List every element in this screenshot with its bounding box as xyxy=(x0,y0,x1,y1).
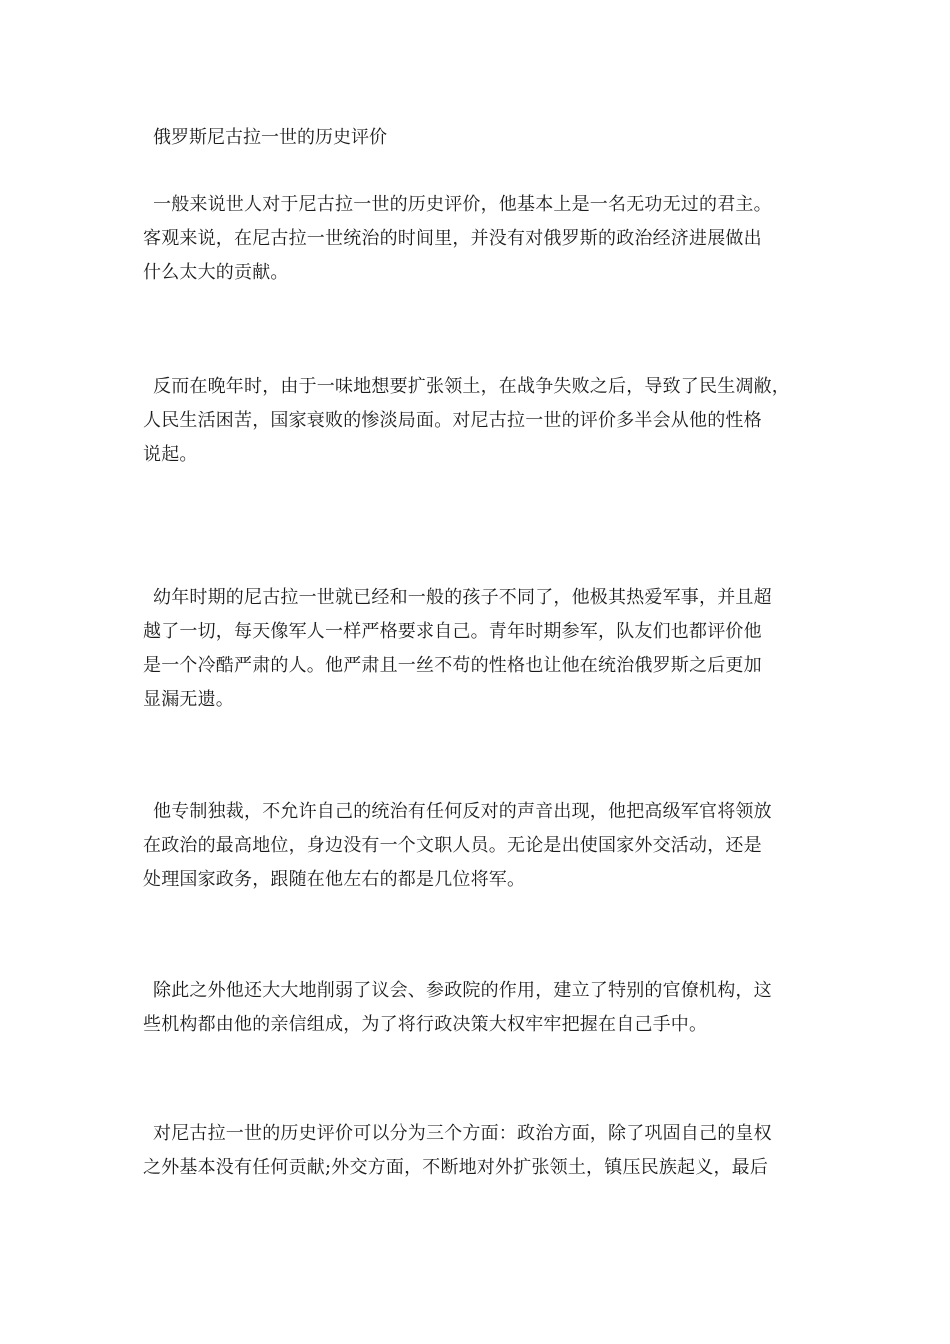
paragraph-line: 幼年时期的尼古拉一世就已经和一般的孩子不同了，他极其热爱军事，并且超 xyxy=(153,587,772,608)
paragraph-line: 些机构都由他的亲信组成，为了将行政决策大权牢牢把握在自己手中。 xyxy=(143,1014,708,1035)
paragraph xyxy=(143,974,811,1042)
paragraph-line: 一般来说世人对于尼古拉一世的历史评价，他基本上是一名无功无过的君主。 xyxy=(153,194,772,215)
paragraph xyxy=(143,581,811,717)
paragraph-line: 在政治的最高地位，身边没有一个文职人员。无论是出使国家外交活动，还是 xyxy=(143,835,762,856)
paragraph-line: 是一个冷酷严肃的人。他严肃且一丝不苟的性格也让他在统治俄罗斯之后更加 xyxy=(143,655,762,676)
paragraph-line: 什么太大的贡献。 xyxy=(143,262,289,283)
document-title: 俄罗斯尼古拉一世的历史评价 xyxy=(153,127,387,148)
paragraph-line: 反而在晚年时，由于一味地想要扩张领土，在战争失败之后，导致了民生凋敝， xyxy=(153,376,790,397)
paragraph xyxy=(143,1117,811,1185)
paragraph-line: 之外基本没有任何贡献;外交方面，不断地对外扩张领土，镇压民族起义，最后 xyxy=(143,1157,769,1178)
paragraph-line: 对尼古拉一世的历史评价可以分为三个方面：政治方面，除了巩固自己的皇权 xyxy=(153,1123,772,1144)
paragraph-line: 显漏无遗。 xyxy=(143,689,234,710)
paragraph-line: 说起。 xyxy=(143,444,198,465)
paragraph-line: 客观来说，在尼古拉一世统治的时间里，并没有对俄罗斯的政治经济进展做出 xyxy=(143,228,762,249)
paragraph-line: 除此之外他还大大地削弱了议会、参政院的作用，建立了特别的官僚机构，这 xyxy=(153,980,772,1001)
paragraph-line: 越了一切，每天像军人一样严格要求自己。青年时期参军，队友们也都评价他 xyxy=(143,621,762,642)
paragraph-line: 人民生活困苦，国家衰败的惨淡局面。对尼古拉一世的评价多半会从他的性格 xyxy=(143,410,762,431)
paragraph xyxy=(143,795,811,897)
paragraph-line: 他专制独裁，不允许自己的统治有任何反对的声音出现，他把高级军官将领放 xyxy=(153,801,772,822)
paragraph xyxy=(143,370,811,472)
paragraph xyxy=(143,188,811,290)
paragraph-line: 处理国家政务，跟随在他左右的都是几位将军。 xyxy=(143,869,526,890)
